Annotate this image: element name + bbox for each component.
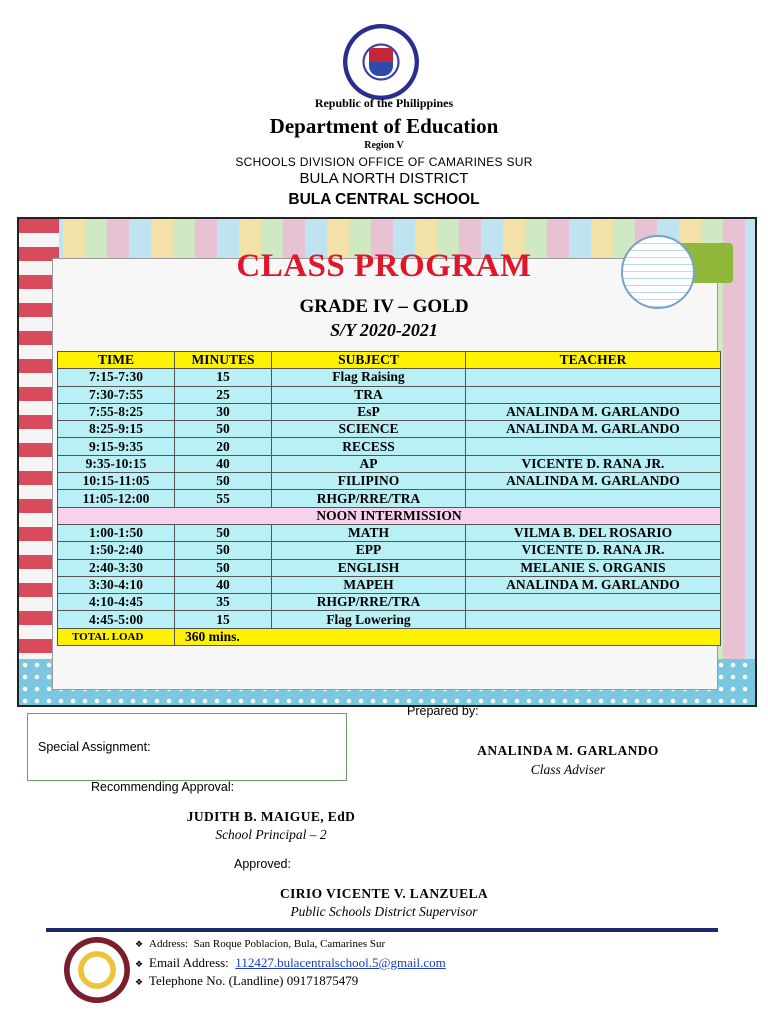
table-row bbox=[58, 611, 721, 628]
subject-cell: AP bbox=[272, 455, 466, 472]
teacher-cell: VICENTE D. RANA JR. bbox=[466, 455, 721, 472]
time-cell: 4:45-5:00 bbox=[58, 611, 175, 628]
noon-intermission-row bbox=[58, 507, 721, 524]
class-program-title: CLASS PROGRAM bbox=[236, 248, 532, 284]
deped-seal-icon bbox=[343, 24, 419, 100]
adviser-role: Class Adviser bbox=[530, 762, 606, 777]
table-row bbox=[58, 576, 721, 593]
diamond-bullet-icon: ❖ bbox=[135, 959, 144, 969]
noon-intermission-cell: NOON INTERMISSION bbox=[58, 507, 721, 524]
district-line: BULA NORTH DISTRICT bbox=[299, 170, 469, 187]
column-header-teacher: TEACHER bbox=[466, 352, 721, 369]
total-load-value: 360 mins. bbox=[175, 628, 721, 645]
subject-cell: EPP bbox=[272, 542, 466, 559]
teacher-cell bbox=[466, 611, 721, 628]
time-cell: 9:35-10:15 bbox=[58, 455, 175, 472]
division-line: SCHOOLS DIVISION OFFICE OF CAMARINES SUR bbox=[235, 155, 533, 169]
minutes-cell: 50 bbox=[175, 473, 272, 490]
table-row bbox=[58, 594, 721, 611]
time-cell: 1:00-1:50 bbox=[58, 524, 175, 541]
time-cell: 1:50-2:40 bbox=[58, 542, 175, 559]
table-row bbox=[58, 369, 721, 386]
minutes-cell: 50 bbox=[175, 559, 272, 576]
time-cell: 7:15-7:30 bbox=[58, 369, 175, 386]
prepared-by-label: Prepared by: bbox=[407, 704, 479, 718]
minutes-cell: 20 bbox=[175, 438, 272, 455]
minutes-cell: 50 bbox=[175, 524, 272, 541]
column-header-subject: SUBJECT bbox=[272, 352, 466, 369]
subject-cell: MATH bbox=[272, 524, 466, 541]
minutes-cell: 35 bbox=[175, 594, 272, 611]
teacher-cell: MELANIE S. ORGANIS bbox=[466, 559, 721, 576]
school-year: S/Y 2020-2021 bbox=[330, 320, 438, 340]
adviser-name: ANALINDA M. GARLANDO bbox=[477, 743, 659, 758]
subject-cell: MAPEH bbox=[272, 576, 466, 593]
special-assignment-box bbox=[27, 713, 347, 781]
footer-rule bbox=[46, 928, 718, 932]
grade-section: GRADE IV – GOLD bbox=[299, 296, 469, 317]
minutes-cell: 40 bbox=[175, 455, 272, 472]
email-line bbox=[135, 955, 446, 971]
department-title: Department of Education bbox=[269, 114, 499, 138]
table-row bbox=[58, 524, 721, 541]
principal-name: JUDITH B. MAIGUE, EdD bbox=[186, 809, 356, 824]
class-schedule-table bbox=[57, 351, 721, 646]
teacher-cell: VICENTE D. RANA JR. bbox=[466, 542, 721, 559]
teacher-cell bbox=[466, 438, 721, 455]
email-link[interactable]: 112427.bulacentralschool.5@gmail.com bbox=[235, 955, 446, 970]
table-row bbox=[58, 490, 721, 507]
subject-cell: FILIPINO bbox=[272, 473, 466, 490]
teacher-cell: ANALINDA M. GARLANDO bbox=[466, 403, 721, 420]
subject-cell: Flag Lowering bbox=[272, 611, 466, 628]
email-label: Email Address: bbox=[149, 955, 229, 970]
table-row bbox=[58, 438, 721, 455]
table-row bbox=[58, 386, 721, 403]
table-row bbox=[58, 421, 721, 438]
teacher-cell: ANALINDA M. GARLANDO bbox=[466, 473, 721, 490]
total-load-label: TOTAL LOAD bbox=[58, 628, 175, 645]
subject-cell: SCIENCE bbox=[272, 421, 466, 438]
total-load-row bbox=[58, 628, 721, 645]
diamond-bullet-icon: ❖ bbox=[135, 939, 144, 949]
telephone-line bbox=[135, 973, 358, 989]
table-row bbox=[58, 473, 721, 490]
time-cell: 7:55-8:25 bbox=[58, 403, 175, 420]
subject-cell: RECESS bbox=[272, 438, 466, 455]
time-cell: 2:40-3:30 bbox=[58, 559, 175, 576]
column-header-time: TIME bbox=[58, 352, 175, 369]
special-assignment-label: Special Assignment: bbox=[38, 740, 151, 754]
teacher-cell: ANALINDA M. GARLANDO bbox=[466, 421, 721, 438]
address-value: San Roque Poblacion, Bula, Camarines Sur bbox=[193, 938, 386, 950]
subject-cell: ENGLISH bbox=[272, 559, 466, 576]
teacher-cell bbox=[466, 369, 721, 386]
recommending-approval-label: Recommending Approval: bbox=[91, 780, 235, 794]
table-row bbox=[58, 542, 721, 559]
minutes-cell: 25 bbox=[175, 386, 272, 403]
address-label: Address: bbox=[149, 938, 189, 950]
time-cell: 4:10-4:45 bbox=[58, 594, 175, 611]
approved-label: Approved: bbox=[234, 857, 291, 871]
table-row bbox=[58, 455, 721, 472]
minutes-cell: 15 bbox=[175, 611, 272, 628]
table-row bbox=[58, 559, 721, 576]
column-header-minutes: MINUTES bbox=[175, 352, 272, 369]
teacher-cell bbox=[466, 490, 721, 507]
region-line: Region V bbox=[364, 140, 404, 151]
minutes-cell: 30 bbox=[175, 403, 272, 420]
school-name: BULA CENTRAL SCHOOL bbox=[288, 191, 480, 208]
address-line bbox=[135, 938, 385, 950]
time-cell: 10:15-11:05 bbox=[58, 473, 175, 490]
time-cell: 3:30-4:10 bbox=[58, 576, 175, 593]
subject-cell: RHGP/RRE/TRA bbox=[272, 490, 466, 507]
table-row bbox=[58, 403, 721, 420]
diamond-bullet-icon: ❖ bbox=[135, 977, 144, 987]
time-cell: 7:30-7:55 bbox=[58, 386, 175, 403]
subject-cell: TRA bbox=[272, 386, 466, 403]
time-cell: 11:05-12:00 bbox=[58, 490, 175, 507]
supervisor-role: Public Schools District Supervisor bbox=[290, 904, 478, 919]
minutes-cell: 40 bbox=[175, 576, 272, 593]
table-header-row bbox=[58, 352, 721, 369]
teacher-cell: ANALINDA M. GARLANDO bbox=[466, 576, 721, 593]
minutes-cell: 55 bbox=[175, 490, 272, 507]
time-cell: 9:15-9:35 bbox=[58, 438, 175, 455]
teacher-cell bbox=[466, 594, 721, 611]
republic-line: Republic of the Philippines bbox=[314, 96, 454, 110]
minutes-cell: 15 bbox=[175, 369, 272, 386]
subject-cell: RHGP/RRE/TRA bbox=[272, 594, 466, 611]
school-logo-icon bbox=[64, 937, 130, 1003]
subject-cell: EsP bbox=[272, 403, 466, 420]
teacher-cell: VILMA B. DEL ROSARIO bbox=[466, 524, 721, 541]
telephone-text: Telephone No. (Landline) 09171875479 bbox=[149, 973, 359, 988]
principal-role: School Principal – 2 bbox=[215, 827, 327, 842]
supervisor-name: CIRIO VICENTE V. LANZUELA bbox=[279, 886, 489, 901]
teacher-cell bbox=[466, 386, 721, 403]
minutes-cell: 50 bbox=[175, 542, 272, 559]
time-cell: 8:25-9:15 bbox=[58, 421, 175, 438]
subject-cell: Flag Raising bbox=[272, 369, 466, 386]
minutes-cell: 50 bbox=[175, 421, 272, 438]
seal-shield-icon bbox=[369, 48, 393, 76]
